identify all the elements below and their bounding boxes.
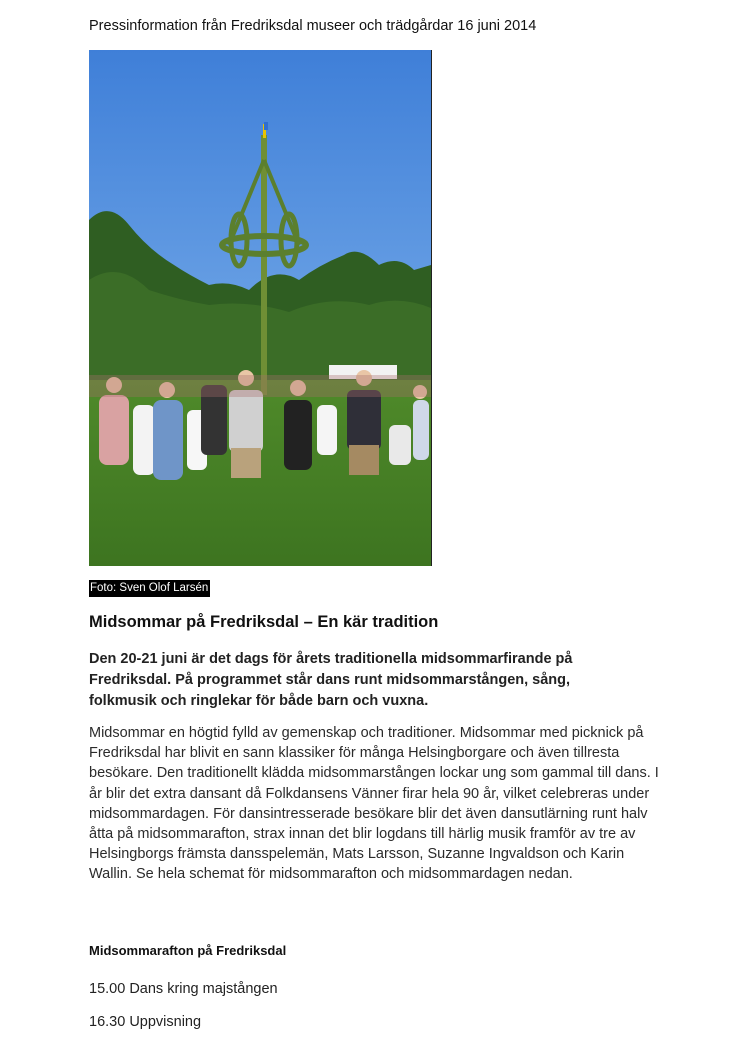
- press-header: Pressinformation från Fredriksdal museer och trädgårdar 16 juni 2014: [89, 18, 537, 34]
- schedule-title: Midsommarafton på Fredriksdal: [89, 943, 287, 958]
- midsummer-photo: [89, 50, 432, 566]
- article-body: Midsommar en högtid fylld av gemenskap och traditioner. Midsommar med picknick på Fredriksdal har blivit en sann klassiker för många Helsingborgare och även tillresta besökare. Den traditionellt klädda midsommarstången lockar ung som gammal till dans. I år blir det extra dansant då Folkdansens Vänner firar hela 90 år, vilket celebreras under midsommardagen. För dansintresserade besökare blir det även dansutlärning runt halv åtta på midsommarafton, strax innan det blir logdans till härlig musik framför av tre av Helsingborgs främsta dansspelemän, Mats Larsson, Suzanne Ingvaldson och Karin Wallin. Se hela schemat för midsommarafton och midsommardagen nedan.: [89, 725, 659, 883]
- article-lead: Den 20-21 juni är det dags för årets traditionella midsommarfirande på Fredriksdal. På programmet står dans runt midsommarstången, sång, folkmusik och ringlekar för både barn och vuxna.: [89, 651, 573, 709]
- article-title: Midsommar på Fredriksdal – En kär tradition: [89, 613, 439, 631]
- photo-caption: Foto: Sven Olof Larsén: [89, 580, 210, 597]
- schedule-item: 15.00 Dans kring majstången: [89, 981, 278, 997]
- schedule-item: 16.30 Uppvisning: [89, 1014, 202, 1030]
